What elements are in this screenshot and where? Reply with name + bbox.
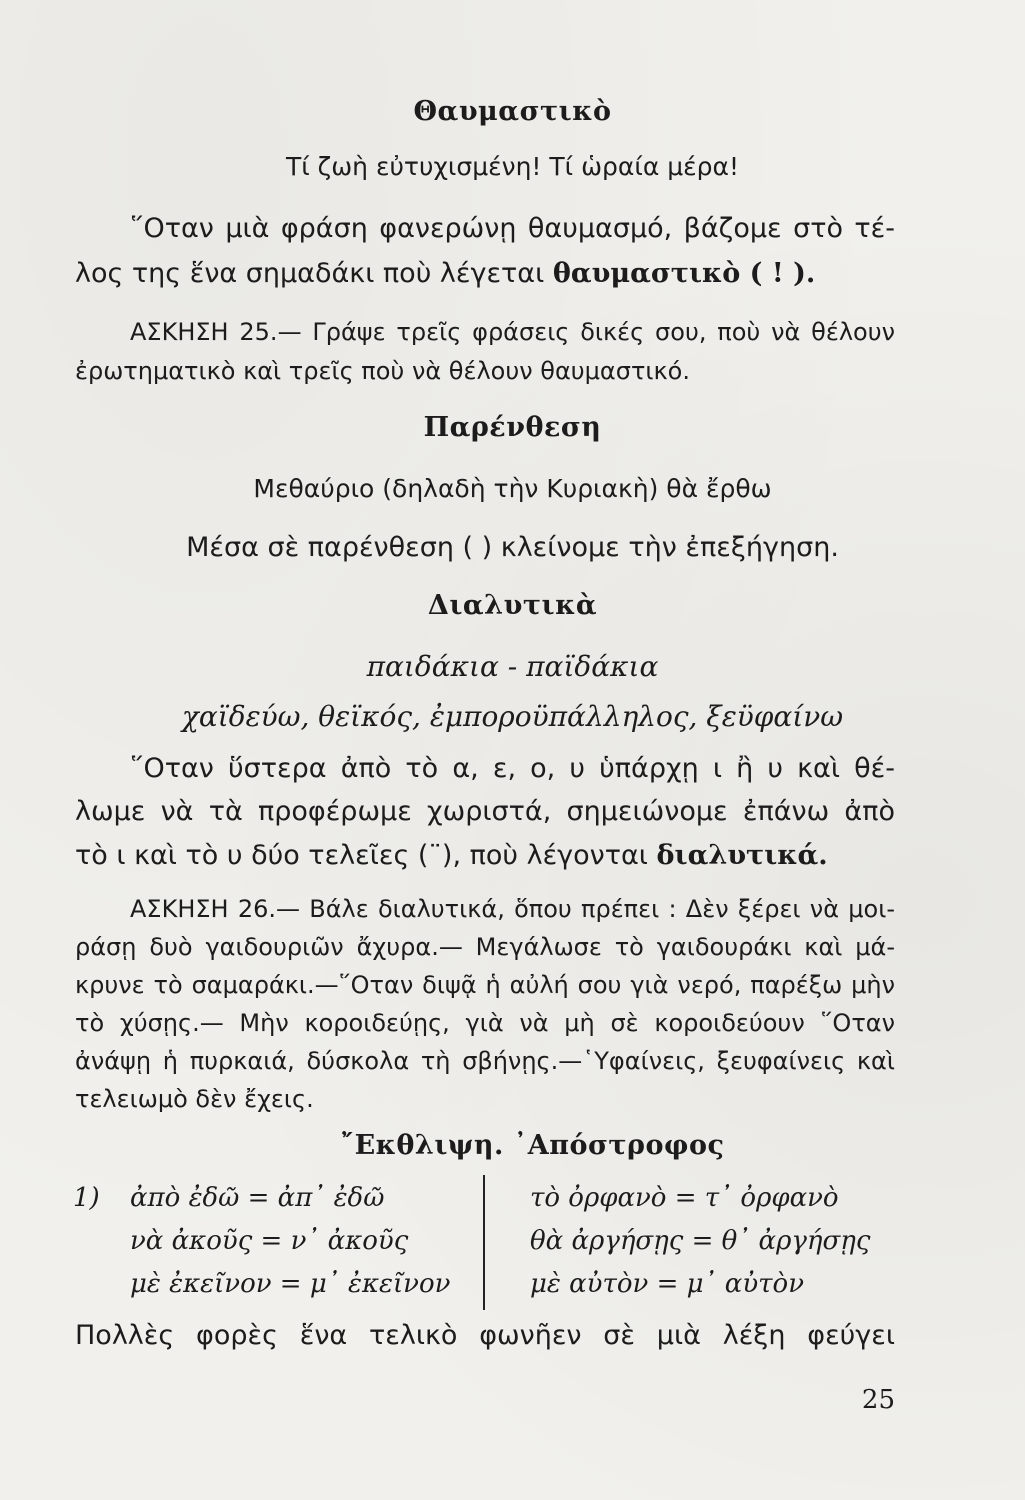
- ekthlipsi-right-1: τὸ ὀρφανὸ = τ᾿ ὀρφανὸ: [530, 1183, 839, 1213]
- exercise-25-line-2: ἐρωτηματικὸ καὶ τρεῖς ποὺ νὰ θέλουν θαυμαστικό.: [75, 357, 690, 385]
- ekthlipsi-left-1: ἀπὸ ἐδῶ = ἀπ᾿ ἐδῶ: [130, 1183, 385, 1213]
- example-dialytika-2: χαϊδεύω, θεϊκός, ἐμποροϋπάλληλος, ξεϋφαίνω: [181, 700, 844, 733]
- exercise-26-line-1: ΑΣΚΗΣΗ 26.— Βάλε διαλυτικά, ὅπου πρέπει : Δὲν ξέρει νὰ μοι-: [130, 895, 895, 923]
- example-number: 1): [73, 1183, 100, 1213]
- rule-parenthesi: Μέσα σὲ παρένθεση ( ) κλείνομε τὴν ἐπεξήγηση.: [186, 532, 839, 563]
- example-parenthesi: Μεθαύριο (δηλαδὴ τὴν Κυριακὴ) θὰ ἔρθω: [253, 474, 772, 503]
- heading-parenthesi: Παρένθεση: [423, 412, 602, 443]
- exercise-26-line-2: ράσῃ δυὸ γαιδουριῶν ἄχυρα.— Μεγάλωσε τὸ γαιδουράκι καὶ μά-: [75, 933, 895, 961]
- ekthlipsi-text-line: Πολλὲς φορὲς ἕνα τελικὸ φωνῆεν σὲ μιὰ λέξη φεύγει: [75, 1320, 895, 1351]
- rule-dialytika-text: τὸ ι καὶ τὸ υ δύο τελεῖες (¨), ποὺ λέγονται: [75, 840, 657, 871]
- exercise-26-line-4: τὸ χύσῃς.— Μὴν κοροιδεύῃς, γιὰ νὰ μὴ σὲ κοροιδεύουν ῞Οταν: [75, 1009, 895, 1037]
- rule-dialytika-line-1: ῞Οταν ὕστερα ἀπὸ τὸ α, ε, ο, υ ὑπάρχῃ ι ἢ υ καὶ θέ-: [130, 753, 895, 784]
- ekthlipsi-right-2: θὰ ἀργήσῃς = θ᾿ ἀργήσῃς: [530, 1226, 871, 1256]
- exercise-25-line-1: ΑΣΚΗΣΗ 25.— Γράψε τρεῖς φράσεις δικές σου, ποὺ νὰ θέλουν: [130, 318, 895, 346]
- exercise-26-line-3: κρυνε τὸ σαμαράκι.—῞Οταν διψᾷ ἡ αὐλή σου γιὰ νερό, παρέξω μὴν: [75, 971, 895, 999]
- rule-thaumastiko-line-1: ῞Οταν μιὰ φράση φανερώνῃ θαυμασμό, βάζομε στὸ τέ-: [130, 213, 895, 244]
- ekthlipsi-right-3: μὲ αὐτὸν = μ᾿ αὐτὸν: [530, 1269, 805, 1299]
- rule-thaumastiko-line-2: [75, 258, 895, 289]
- rule-dialytika-line-3: [75, 840, 895, 871]
- ekthlipsi-left-2: νὰ ἀκοῦς = ν᾿ ἀκοῦς: [130, 1226, 409, 1256]
- ekthlipsi-left-3: μὲ ἐκεῖνον = μ᾿ ἐκεῖνον: [130, 1269, 451, 1299]
- example-thaumastiko: Τί ζωὴ εὐτυχισμένη! Τί ὡραία μέρα!: [285, 152, 740, 181]
- heading-ekthlipsi: ῎Εκθλιψη. ᾿Απόστροφος: [340, 1130, 725, 1161]
- rule-thaumastiko-text: λος της ἕνα σημαδάκι ποὺ λέγεται: [75, 258, 553, 289]
- page-number: 25: [861, 1385, 895, 1415]
- heading-thaumastiko: Θαυμαστικὸ: [413, 96, 612, 127]
- term-dialytika: διαλυτικά.: [656, 840, 828, 871]
- exercise-26-line-6: τελειωμὸ δὲν ἔχεις.: [75, 1085, 314, 1113]
- heading-dialytika: Διαλυτικὰ: [427, 590, 598, 621]
- example-dialytika-1: παιδάκια - παϊδάκια: [366, 650, 659, 683]
- ekthlipsi-left-column: [130, 1177, 450, 1306]
- exercise-26-line-5: ἀνάψῃ ἡ πυρκαιά, δύσκολα τὴ σβήνῃς.—῾Υφαίνεις, ξευφαίνεις καὶ: [75, 1047, 895, 1075]
- column-divider: [483, 1175, 485, 1310]
- ekthlipsi-right-column: [530, 1177, 870, 1306]
- rule-dialytika-line-2: λωμε νὰ τὰ προφέρωμε χωριστά, σημειώνομε ἐπάνω ἀπὸ: [75, 796, 895, 827]
- term-thaumastiko: θαυμαστικὸ ( ! ).: [552, 258, 816, 289]
